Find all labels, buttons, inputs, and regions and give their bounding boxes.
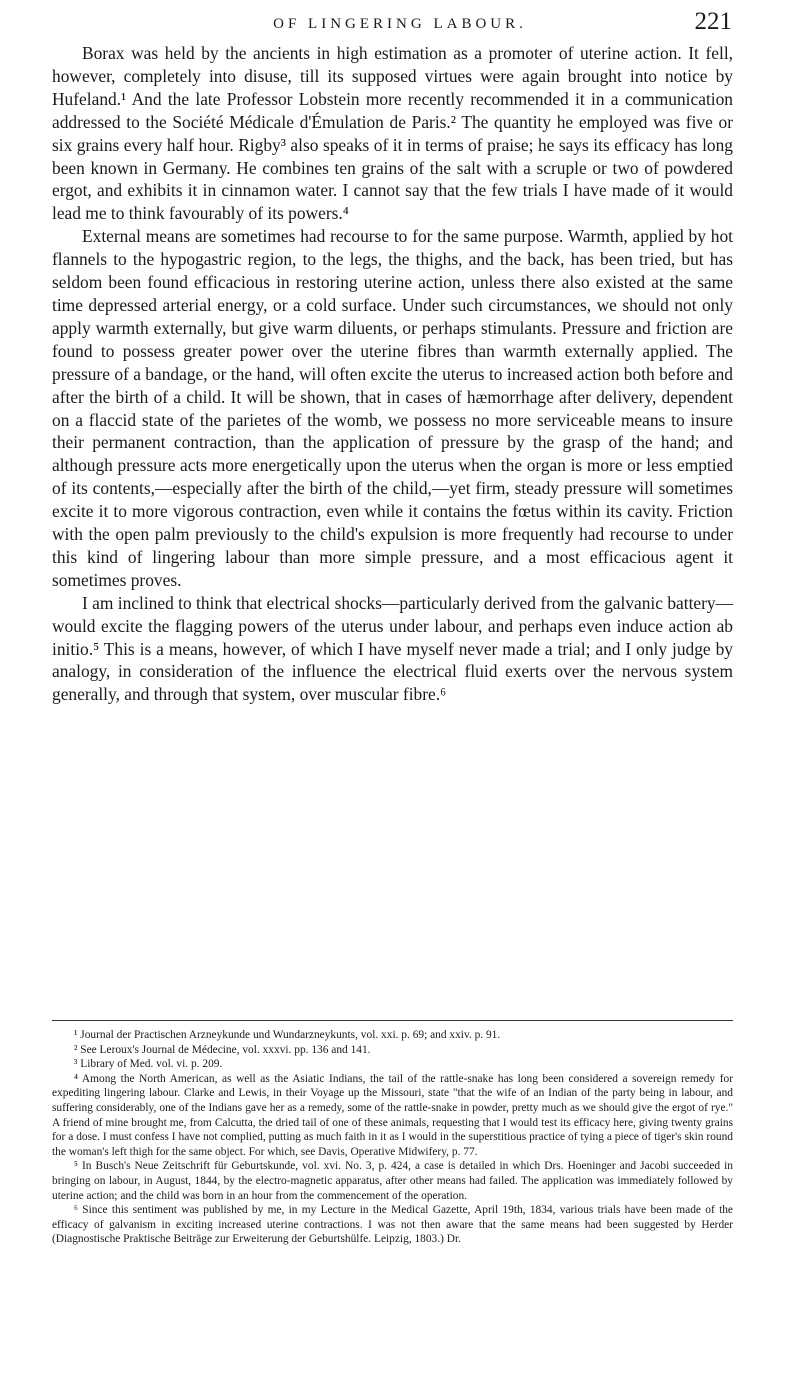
footnote-divider [52,1020,733,1021]
paragraph-external-means: External means are sometimes had recourse to for the same purpose. Warmth, applied by hot flannels to the hypogastric region, to the legs, the thighs, and the back, has been tried, but has seldom been found efficacious in restoring uterine action, unless there also existed at the same time depressed arterial energy, or a cold surface. Under such circumstances, we should not only apply warmth externally, but give warm diluents, or perhaps stimulants. Pressure and friction are found to possess greater power over the uterine fibres than warmth externally applied. The pressure of a bandage, or the hand, will often excite the uterus to increased action both before and after the birth of a child. It will be shown, that in cases of hæmorrhage after delivery, dependent on a flaccid state of the parietes of the womb, we possess no more serviceable means to insure their permanent contraction, than the application of pressure by the grasp of the hand; and although pressure acts more energetically upon the uterus when the organ is more or less emptied of its contents,—especially after the birth of the child,—yet firm, steady pressure will sometimes excite it to more vigorous contraction, even while it contains the fœtus within its cavity. Friction with the open palm previously to the child's expulsion is more frequently had recourse to under this kind of lingering labour than more simple pressure, and a most efficacious agent it sometimes proves. [52,226,733,590]
paragraph-electrical-shocks: I am inclined to think that electrical shocks—particularly derived from the galvanic battery—would excite the flagging powers of the uterus under labour, and perhaps even induce action ab initio.⁵ This is a means, however, of which I have myself never made a trial; and I only judge by analogy, in consideration of the influence the electrical fluid exerts over the nervous system generally, and through that system, over muscular fibre.⁶ [52,592,733,705]
footnote-4: ⁴ Among the North American, as well as the Asiatic Indians, the tail of the rattle-snake has long been considered a sovereign remedy for expediting lingering labour. Clarke and Lewis, in their Voyage up the Missouri, state "that the wife of an Indian of the party being in labour, and suffering considerably, one of the Indians gave her as a remedy, some of the rattle-snake in powder, pretty much as we should give the ergot of rye." A friend of mine brought me, from Calcutta, the dried tail of one of these animals, requesting that I would test its efficacy here, giving twenty grains for a dose. I must confess I have not complied, putting as much faith in it as I would in the superstitious practice of tying a piece of tiger's skin round the woman's left thigh for the same object. For which, see Davis, Operative Midwifery, p. 77. [52,1072,733,1158]
footnotes [52,1028,733,1247]
body-text [52,42,733,706]
footnote-5: ⁵ In Busch's Neue Zeitschrift für Geburtskunde, vol. xvi. No. 3, p. 424, a case is detailed in which Drs. Hoeninger and Jacobi succeeded in bringing on labour, in August, 1844, by the electro-magnetic apparatus, after other means had failed. The application was immediately followed by uterine action; and the child was born in an hour from the commencement of the operation. [52,1160,733,1202]
paragraph-borax: Borax was held by the ancients in high estimation as a promoter of uterine action. It fell, however, completely into disuse, till its supposed virtues were again brought into notice by Hufeland.¹ And the late Professor Lobstein more recently recommended it in a communication addressed to the Société Médicale d'Émulation de Paris.² The quantity he employed was five or six grains every half hour. Rigby³ also speaks of it in terms of praise; he says its efficacy has long been known in Germany. He combines ten grains of the salt with a scruple or two of powdered ergot, and exhibits it in cinnamon water. I cannot say that the few trials I have made of it would lead me to think favourably of its powers.⁴ [52,43,733,224]
footnote-1: ¹ Journal der Practischen Arzneykunde und Wundarzneykunts, vol. xxi. p. 69; and xxiv. p. 91. [74,1029,501,1041]
running-head [0,8,732,40]
page-number: 221 [694,8,732,35]
footnote-6: ⁶ Since this sentiment was published by me, in my Lecture in the Medical Gazette, April 19th, 1834, various trials have been made of the efficacy of galvanism in exciting increased uterine contractions. I was not then aware that the same means had been suggested by Herder (Diagnostische Praktische Beiträge zur Erweiterung der Geburtshülfe. Leipzig, 1803.) Dr. [52,1204,733,1246]
footnote-3: ³ Library of Med. vol. vi. p. 209. [74,1058,223,1071]
footnote-2: ² See Leroux's Journal de Médecine, vol. xxxvi. pp. 136 and 141. [74,1043,371,1056]
running-title: OF LINGERING LABOUR. [273,16,527,32]
